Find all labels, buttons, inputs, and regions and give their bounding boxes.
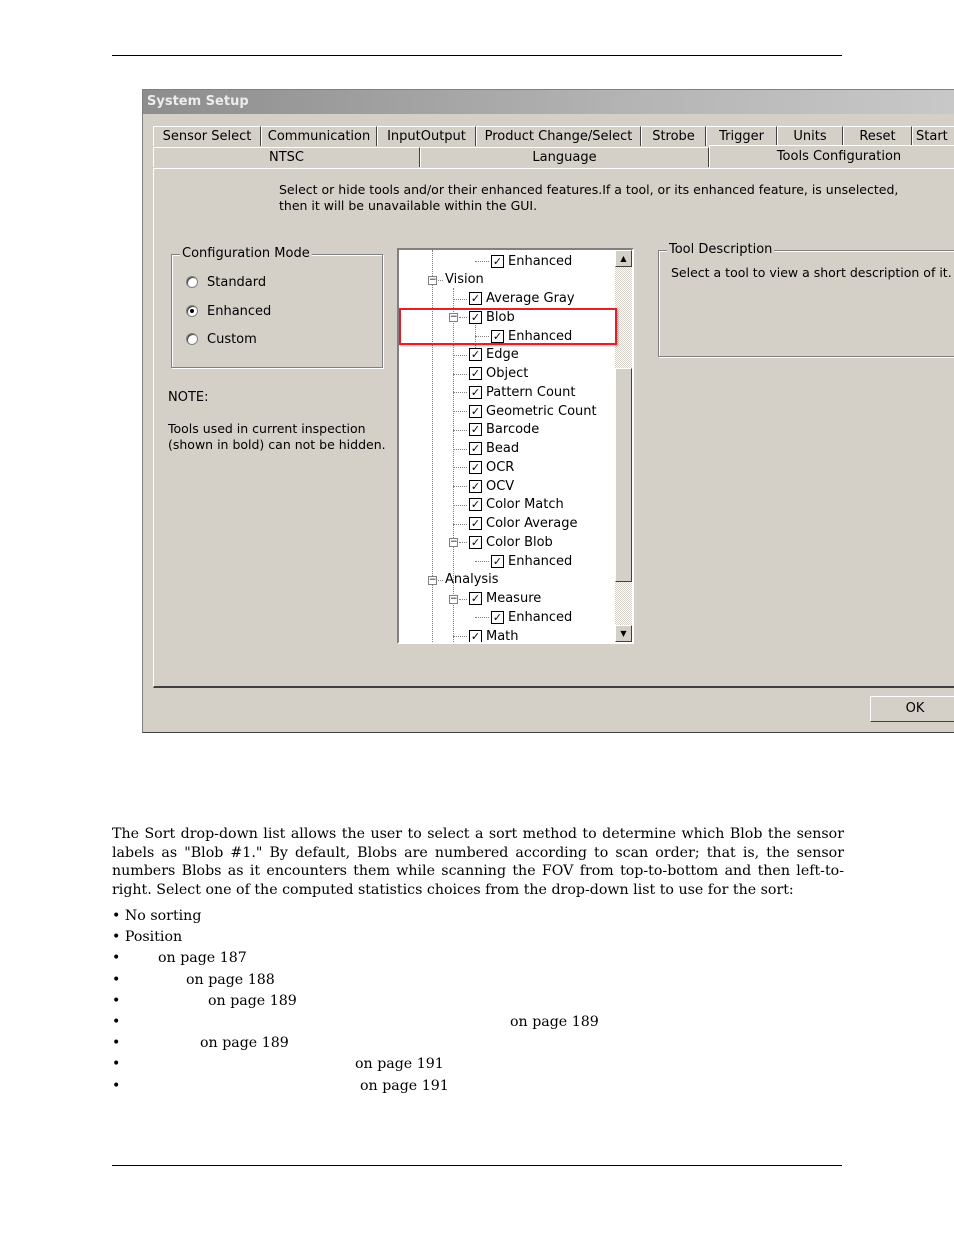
tree-branch-line [453, 355, 467, 356]
tree-branch-line [475, 617, 489, 618]
radio-enhanced[interactable] [186, 302, 271, 320]
sort-option-text: • [112, 950, 121, 967]
checkbox-checked-icon[interactable]: ✓ [470, 310, 481, 324]
tab-inputoutput[interactable]: InputOutput [377, 126, 476, 146]
tree-item[interactable] [491, 608, 572, 626]
page-reference-link[interactable]: on page 191 [360, 1077, 449, 1094]
tree-item-label: Barcode [486, 422, 540, 438]
tree-item[interactable] [469, 477, 514, 495]
tree-item[interactable] [491, 252, 572, 270]
tab-language[interactable]: Language [420, 147, 709, 167]
checkbox-checked-icon[interactable]: ✓ [492, 254, 503, 268]
scroll-down-arrow-icon[interactable]: ▼ [615, 625, 632, 642]
tree-item[interactable] [469, 365, 528, 383]
tree-item-label: Color Blob [486, 534, 553, 550]
tree-item-label: Edge [486, 347, 519, 363]
tree-item[interactable] [445, 271, 484, 289]
sort-option-item [112, 1012, 599, 1032]
tree-branch-line [438, 280, 443, 281]
tree-item-label: Average Gray [486, 291, 575, 306]
page-reference-link[interactable]: on page 191 [355, 1056, 444, 1073]
tree-item-label: Enhanced [508, 609, 573, 625]
sort-option-text: • Position [112, 929, 183, 946]
sort-description-paragraph: The Sort drop-down list allows the user to select a sort method to determine which Blob the sensor labels as "Blob #1." By default, Blobs are numbered according to scan order; that is, the sensor numbers Blobs as it encounters them while scanning the FOV from top-to-bottom and then left-to-right. Select one of the computed statistics choices from the drop-down list to use for the sort: [112, 826, 844, 898]
page-reference-link[interactable]: on page 189 [200, 1035, 289, 1052]
tree-item-label: Enhanced [508, 328, 573, 344]
tree-item-label: Object [486, 366, 529, 381]
tab-units[interactable]: Units [777, 126, 843, 146]
tab-tools-configuration[interactable]: Tools Configuration [709, 145, 954, 169]
tree-item[interactable] [469, 533, 553, 551]
sort-option-text: • [112, 1035, 121, 1052]
checkbox-checked-icon[interactable]: ✓ [470, 367, 481, 380]
sort-option-item [112, 1054, 444, 1074]
tree-item-label: Math [486, 628, 519, 644]
checkbox-checked-icon[interactable]: ✓ [470, 535, 481, 549]
tree-item-label: Pattern Count [486, 384, 576, 400]
sort-option-item [112, 948, 247, 968]
sort-option-text: • [112, 1014, 121, 1030]
checkbox-checked-icon[interactable]: ✓ [492, 610, 503, 624]
footer-rule [112, 1165, 842, 1166]
checkbox-checked-icon[interactable]: ✓ [470, 479, 481, 493]
tab-row-2 [153, 147, 954, 167]
tree-item[interactable] [469, 440, 519, 458]
page-reference-link[interactable]: on page 189 [208, 992, 297, 1009]
radio-enhanced-dot [186, 305, 198, 317]
sort-option-text: • [112, 992, 121, 1009]
tree-collapse-icon[interactable]: − [450, 537, 458, 548]
tree-item-label: Enhanced [508, 553, 573, 569]
sort-option-item [112, 970, 275, 990]
radio-enhanced-label: Enhanced [207, 303, 272, 319]
tab-trigger[interactable]: Trigger [706, 126, 777, 146]
tab-row-1 [153, 126, 954, 146]
sort-option-item [112, 927, 182, 947]
tab-start[interactable]: Start [912, 126, 954, 146]
sort-option-item [112, 1033, 289, 1053]
checkbox-checked-icon[interactable]: ✓ [470, 442, 481, 455]
window-title: System Setup [143, 90, 954, 114]
radio-custom-dot [186, 333, 198, 345]
tree-item[interactable] [469, 421, 539, 439]
tree-item[interactable] [469, 590, 541, 608]
intro-text: Select or hide tools and/or their enhanced features.If a tool, or its enhanced feature, is unselected, then it will be unavailable within the GUI. [279, 182, 899, 213]
tree-branch-line [453, 299, 467, 300]
scroll-up-arrow-icon[interactable]: ▲ [615, 250, 632, 267]
radio-standard[interactable] [186, 273, 266, 291]
tree-branch-line [475, 561, 489, 562]
tree-item[interactable] [491, 552, 572, 570]
tree-item-label: Vision [445, 272, 484, 288]
ok-button[interactable]: OK [870, 696, 954, 722]
sort-option-item [112, 1076, 449, 1096]
tree-item-label: OCR [486, 459, 515, 475]
checkbox-checked-icon[interactable]: ✓ [492, 554, 503, 568]
tree-branch-line [459, 542, 467, 543]
note-label: NOTE: [168, 390, 209, 405]
tree-item-label: OCV [486, 478, 515, 494]
tree-item-label: Geometric Count [486, 403, 597, 419]
tree-item[interactable] [469, 458, 514, 476]
page-reference-link[interactable]: on page 189 [510, 1014, 599, 1030]
sort-option-text: • No sorting [112, 908, 202, 924]
tree-item-label: Blob [486, 309, 515, 325]
checkbox-checked-icon[interactable]: ✓ [470, 460, 481, 474]
tree-item[interactable] [469, 346, 519, 364]
tree-branch-line [453, 449, 467, 450]
radio-custom[interactable] [186, 330, 257, 348]
checkbox-checked-icon[interactable]: ✓ [470, 404, 481, 418]
tree-item-label: Analysis [445, 572, 499, 588]
tree-branch-line [453, 636, 467, 637]
radio-standard-dot [186, 276, 198, 288]
tree-branch-line [453, 505, 467, 506]
checkbox-checked-icon[interactable]: ✓ [470, 348, 481, 362]
tree-item-label: Color Match [486, 497, 564, 513]
tree-item[interactable] [469, 402, 597, 420]
tool-description-title: Tool Description [669, 242, 773, 257]
sort-option-text: • [112, 1056, 121, 1073]
tree-item[interactable] [445, 571, 499, 589]
tree-collapse-icon[interactable]: − [429, 274, 437, 285]
tree-branch-line [459, 599, 467, 600]
sort-option-item [112, 991, 297, 1011]
tab-sensor-select[interactable]: Sensor Select [153, 126, 261, 146]
radio-standard-label: Standard [207, 274, 267, 290]
tree-branch-line [453, 430, 467, 431]
tree-branch-line [453, 467, 467, 468]
checkbox-checked-icon[interactable]: ✓ [470, 629, 481, 643]
tree-item-label: Color Average [486, 516, 578, 531]
tree-branch-line [453, 524, 467, 525]
tab-communication[interactable]: Communication [261, 126, 377, 146]
checkbox-checked-icon[interactable]: ✓ [492, 329, 503, 343]
tree-branch-line [438, 580, 443, 581]
checkbox-checked-icon[interactable]: ✓ [470, 592, 481, 605]
sort-option-text: • [112, 1077, 121, 1094]
tab-ntsc[interactable]: NTSC [153, 147, 420, 167]
checkbox-checked-icon[interactable]: ✓ [470, 498, 481, 512]
tree-item[interactable] [469, 627, 519, 644]
radio-custom-label: Custom [207, 331, 257, 347]
tree-branch-line [453, 411, 467, 412]
tab-product-change-select[interactable]: Product Change/Select [476, 126, 641, 146]
tree-collapse-icon[interactable]: − [429, 574, 437, 585]
scroll-thumb[interactable] [615, 368, 632, 582]
checkbox-checked-icon[interactable]: ✓ [470, 292, 481, 305]
tree-branch-line [453, 374, 467, 375]
configuration-mode-group [171, 246, 383, 368]
configuration-mode-title: Configuration Mode [182, 246, 310, 261]
tree-collapse-icon[interactable]: − [450, 312, 458, 323]
header-rule [112, 55, 842, 56]
blob-highlight-box [399, 308, 617, 345]
checkbox-checked-icon[interactable]: ✓ [470, 385, 481, 399]
tree-branch-line [475, 261, 489, 262]
sort-option-text: • [112, 971, 121, 988]
page-reference-link[interactable]: on page 187 [158, 950, 247, 967]
tab-reset[interactable]: Reset [843, 126, 912, 146]
note-text: Tools used in current inspection (shown in bold) can not be hidden. [168, 421, 386, 452]
tree-item[interactable] [469, 515, 577, 533]
page-reference-link[interactable]: on page 188 [186, 971, 275, 988]
sort-option-item [112, 906, 201, 926]
tree-scrollbar[interactable] [615, 250, 632, 642]
tree-branch-line [453, 486, 467, 487]
checkbox-checked-icon[interactable]: ✓ [470, 517, 481, 530]
tree-item-label: Enhanced [508, 253, 573, 269]
tool-description-group [658, 242, 954, 357]
system-setup-window [142, 89, 954, 733]
tree-collapse-icon[interactable]: − [450, 593, 458, 604]
tab-strobe[interactable]: Strobe [641, 126, 706, 146]
tree-item-label: Bead [486, 441, 520, 456]
tree-branch-line [453, 392, 467, 393]
tool-description-text: Select a tool to view a short description of it. [671, 265, 952, 280]
tree-item[interactable] [469, 383, 576, 401]
checkbox-checked-icon[interactable]: ✓ [470, 423, 481, 437]
tree-item[interactable] [469, 290, 575, 308]
tree-item[interactable] [469, 496, 564, 514]
tree-item-label: Measure [486, 591, 542, 606]
